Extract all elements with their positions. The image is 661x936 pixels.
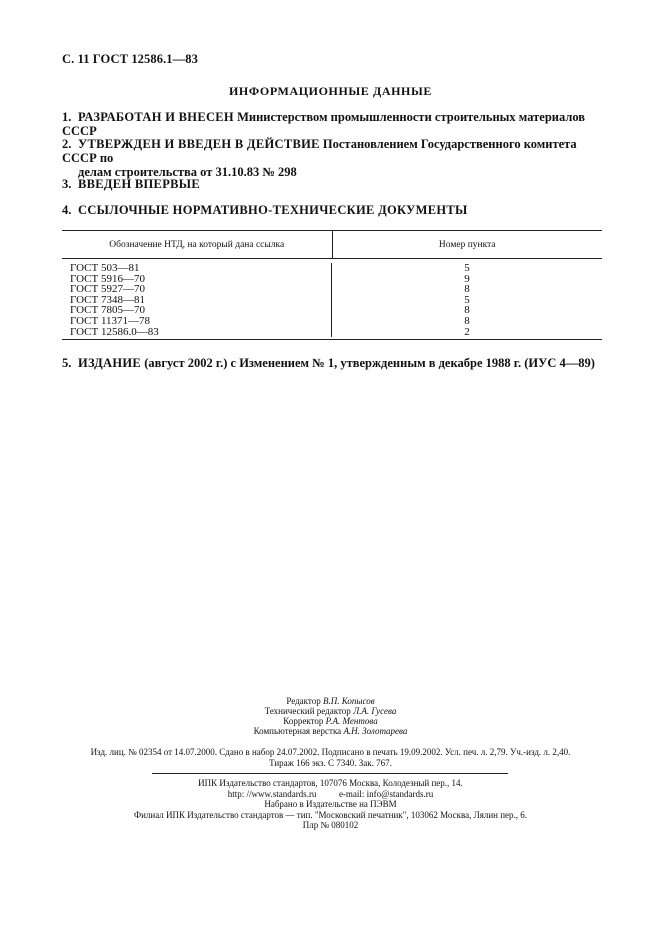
- info-item-4: [62, 203, 607, 217]
- clause-cell: 9: [464, 272, 470, 285]
- table-header-clause: Номер пункта: [438, 239, 496, 250]
- clause-cell: 5: [464, 262, 470, 274]
- item-number: 2.: [62, 137, 72, 151]
- credit-line: [0, 696, 661, 706]
- publication-info: [0, 747, 661, 768]
- table-header-row: [62, 231, 602, 259]
- table-header-document: Обозначение НТД, на который дана ссылка: [62, 231, 333, 258]
- document-cell: ГОСТ 5927—70: [70, 283, 145, 296]
- credit-line: [0, 716, 661, 726]
- info-item-2: [62, 137, 607, 179]
- credit-line: [0, 726, 661, 736]
- credit-role: Редактор: [286, 696, 321, 706]
- clause-cell: 2: [464, 325, 470, 338]
- table-body: [62, 259, 602, 339]
- item-label: ВВЕДЕН ВПЕРВЫЕ: [78, 177, 200, 191]
- item-text-continuation: делам строительства от 31.10.83 № 298: [78, 165, 297, 179]
- divider: [152, 773, 508, 774]
- item-label: РАЗРАБОТАН И ВНЕСЕН: [78, 110, 234, 124]
- document-cell: ГОСТ 12586.0—83: [70, 325, 159, 338]
- imprint-line: Филиал ИПК Издательство стандартов — тип. "Московский печатник", 103062 Москва, Лялин пер., 6.: [133, 809, 528, 820]
- reference-documents-table: [62, 230, 602, 340]
- website-link[interactable]: http: //www.standards.ru: [227, 788, 317, 799]
- item-number: 4.: [62, 203, 72, 217]
- document-cell: ГОСТ 5916—70: [70, 272, 145, 285]
- info-item-3: [62, 177, 607, 191]
- item-text: (август 2002 г.) с Изменением № 1, утвержденным в декабре 1988 г. (ИУС 4—89): [144, 356, 595, 370]
- page-header: С. 11 ГОСТ 12586.1—83: [62, 52, 198, 66]
- document-cell: ГОСТ 7348—81: [70, 293, 145, 306]
- document-column: [62, 263, 332, 337]
- credit-name: Р.А. Ментова: [325, 716, 378, 726]
- publication-info-line: Изд. лиц. № 02354 от 14.07.2000. Сдано в набор 24.07.2002. Подписано в печать 19.09.2002. Усл. печ. л. 2,79. Уч.-изд. л. 2,40.: [90, 747, 571, 757]
- clause-cell: 5: [464, 293, 470, 306]
- publication-info-line: Тираж 166 экз. С 7340. Зак. 767.: [269, 757, 392, 768]
- document-cell: ГОСТ 503—81: [70, 262, 140, 274]
- credit-name: А.Н. Золотарева: [343, 726, 408, 736]
- email-link[interactable]: e-mail: info@standards.ru: [338, 788, 434, 799]
- item-label: УТВЕРЖДЕН И ВВЕДЕН В ДЕЙСТВИЕ: [78, 137, 320, 151]
- clause-cell: 8: [464, 283, 470, 296]
- info-item-1: [62, 110, 607, 138]
- imprint-line: Плр № 080102: [302, 820, 359, 830]
- item-number: 3.: [62, 177, 72, 191]
- credit-role: Технический редактор: [264, 706, 351, 716]
- item-number: 1.: [62, 110, 72, 124]
- info-item-5: [62, 356, 607, 370]
- credit-role: Корректор: [283, 716, 324, 726]
- credit-name: В.П. Копысов: [323, 696, 375, 706]
- credit-role: Компьютерная верстка: [253, 726, 342, 736]
- section-title: ИНФОРМАЦИОННЫЕ ДАННЫЕ: [229, 84, 432, 98]
- item-label: ИЗДАНИЕ: [78, 356, 142, 370]
- item-label: ССЫЛОЧНЫЕ НОРМАТИВНО-ТЕХНИЧЕСКИЕ ДОКУМЕНТЫ: [78, 203, 468, 217]
- document-cell: ГОСТ 7805—70: [70, 304, 145, 317]
- clause-cell: 8: [464, 304, 470, 317]
- item-text: Постановлением Государственного комитета СССР по: [62, 137, 577, 165]
- imprint-line: ИПК Издательство стандартов, 107076 Москва, Колодезный пер., 14.: [198, 778, 463, 788]
- editorial-credits: [0, 696, 661, 736]
- item-number: 5.: [62, 356, 72, 370]
- item-text: Министерством промышленности строительных материалов СССР: [62, 110, 586, 138]
- publisher-imprint: [0, 778, 661, 831]
- credit-name: Л.А. Гусева: [353, 706, 397, 716]
- clause-column: [332, 263, 602, 337]
- imprint-contacts: [0, 789, 661, 800]
- document-cell: ГОСТ 11371—78: [70, 314, 151, 327]
- clause-cell: 8: [464, 314, 470, 327]
- imprint-line: Набрано в Издательстве на ПЭВМ: [264, 799, 397, 809]
- credit-line: [0, 706, 661, 716]
